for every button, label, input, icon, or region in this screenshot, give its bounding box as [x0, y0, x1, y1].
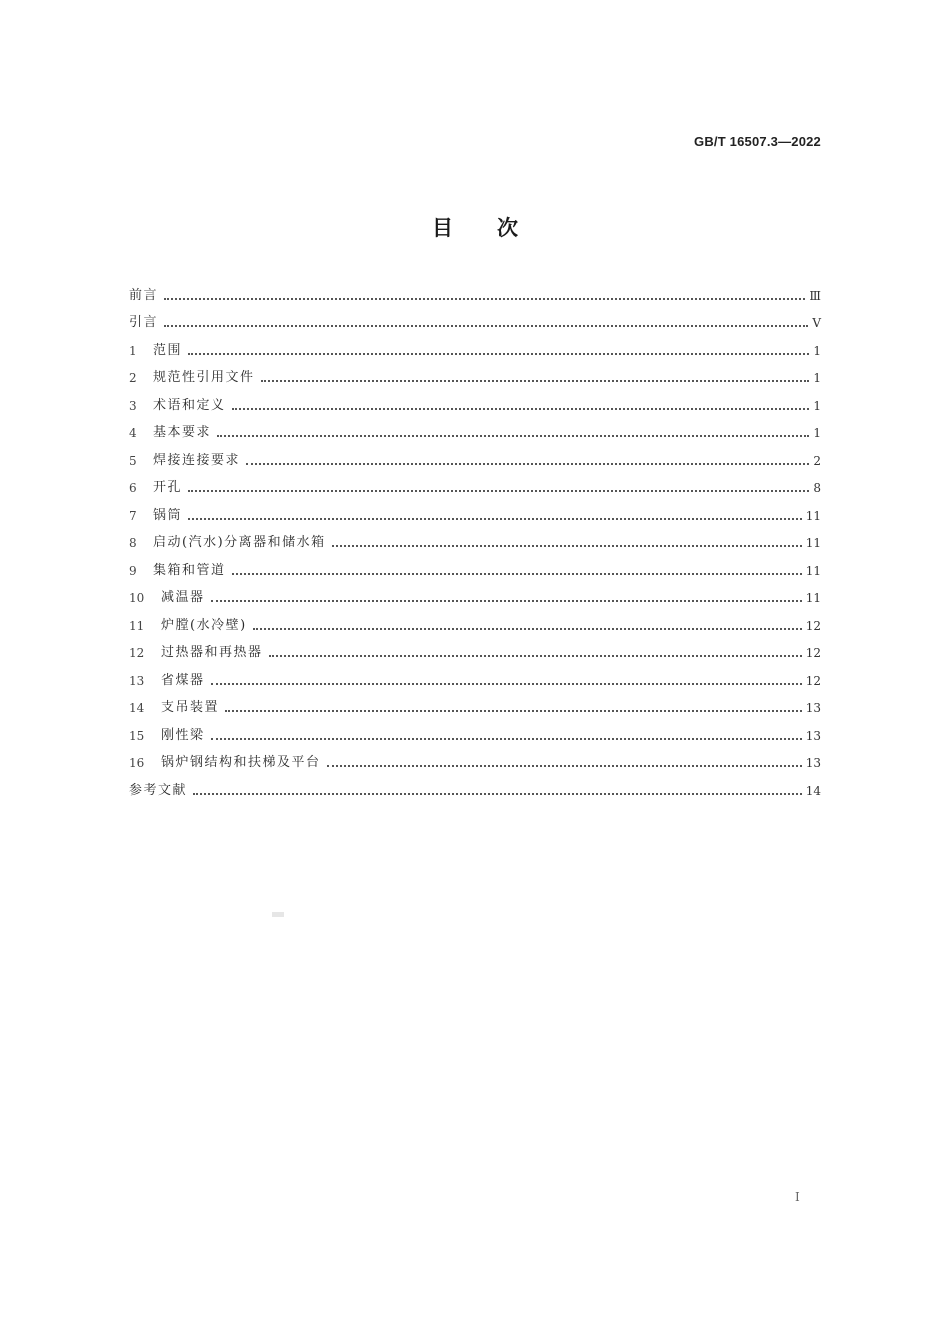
toc-entry[interactable]: [129, 667, 821, 695]
toc-entry-page: Ⅲ: [809, 288, 821, 303]
toc-leader-dots: [164, 325, 808, 327]
toc-entry-title: 范围: [153, 342, 183, 358]
toc-entry[interactable]: [129, 392, 821, 420]
toc-entry-title: 过热器和再热器: [161, 645, 263, 661]
toc-leader-dots: [246, 463, 809, 465]
toc-entry-title: 引言: [129, 315, 159, 331]
toc-entry[interactable]: [129, 612, 821, 640]
toc-entry-number: 11: [129, 618, 145, 633]
toc-entry-page: 11: [805, 563, 821, 578]
toc-entry-number: 12: [129, 646, 145, 661]
toc-entry-number: 7: [129, 508, 137, 523]
toc-entry-page: 11: [805, 508, 821, 523]
toc-leader-dots: [232, 408, 809, 410]
toc-entry-title: 集箱和管道: [153, 562, 226, 578]
toc-entry[interactable]: [129, 695, 821, 723]
toc-leader-dots: [211, 683, 802, 685]
toc-entry-page: 11: [805, 591, 821, 606]
toc-entry[interactable]: [129, 365, 821, 393]
toc-entry-page: 11: [805, 536, 821, 551]
toc-entry-title: 炉膛(水冷壁): [161, 617, 247, 633]
toc-entry[interactable]: [129, 282, 821, 310]
scan-artifact: [272, 912, 284, 917]
toc-entry-page: 8: [813, 481, 821, 496]
toc-title: 目次: [432, 216, 562, 240]
toc-entry-title: 省煤器: [161, 672, 205, 688]
toc-entry-number: 4: [129, 426, 137, 441]
toc-entry-title: 锅筒: [153, 507, 183, 523]
toc-leader-dots: [261, 380, 809, 382]
toc-entry-title: 基本要求: [153, 425, 212, 441]
toc-leader-dots: [269, 655, 802, 657]
toc-leader-dots: [164, 298, 805, 300]
toc-leader-dots: [232, 573, 802, 575]
page-number: Ⅰ: [795, 1190, 800, 1204]
toc-entry-page: 12: [805, 618, 821, 633]
toc-entry-title: 支吊装置: [161, 700, 220, 716]
toc-entry-number: 9: [129, 563, 137, 578]
toc-entry[interactable]: [129, 337, 821, 365]
toc-entry[interactable]: [129, 475, 821, 503]
toc-entry-number: 15: [129, 728, 145, 743]
table-of-contents: [129, 282, 821, 805]
toc-entry-number: 6: [129, 481, 137, 496]
toc-entry[interactable]: [129, 502, 821, 530]
toc-entry-page: 1: [813, 343, 821, 358]
toc-leader-dots: [193, 793, 802, 795]
toc-entry[interactable]: [129, 310, 821, 338]
toc-entry-page: 1: [813, 398, 821, 413]
toc-entry-number: 16: [129, 756, 145, 771]
toc-entry-title: 焊接连接要求: [153, 452, 241, 468]
toc-entry[interactable]: [129, 447, 821, 475]
toc-entry-number: 14: [129, 701, 145, 716]
toc-entry-title: 参考文献: [129, 782, 188, 798]
toc-leader-dots: [327, 765, 802, 767]
toc-entry-title: 开孔: [153, 480, 183, 496]
toc-entry-title: 术语和定义: [153, 397, 226, 413]
toc-entry-page: 12: [805, 673, 821, 688]
toc-entry-page: 2: [813, 453, 821, 468]
toc-leader-dots: [211, 600, 802, 602]
toc-leader-dots: [188, 353, 809, 355]
toc-entry-page: 13: [805, 701, 821, 716]
toc-entry-title: 前言: [129, 287, 159, 303]
toc-entry-page: Ⅴ: [812, 316, 821, 331]
toc-leader-dots: [188, 518, 802, 520]
toc-entry-number: 10: [129, 591, 145, 606]
toc-entry-title: 刚性梁: [161, 727, 205, 743]
toc-entry-title: 减温器: [161, 590, 205, 606]
toc-entry-page: 13: [805, 728, 821, 743]
toc-entry[interactable]: [129, 585, 821, 613]
toc-entry[interactable]: [129, 557, 821, 585]
toc-leader-dots: [225, 710, 802, 712]
toc-leader-dots: [188, 490, 809, 492]
toc-entry-page: 12: [805, 646, 821, 661]
toc-entry[interactable]: [129, 777, 821, 805]
toc-entry-page: 13: [805, 756, 821, 771]
toc-entry-number: 13: [129, 673, 145, 688]
toc-entry-number: 3: [129, 398, 137, 413]
toc-entry-title: 启动(汽水)分离器和储水箱: [153, 535, 326, 551]
toc-leader-dots: [332, 545, 802, 547]
toc-entry-number: 8: [129, 536, 137, 551]
toc-entry-number: 5: [129, 453, 137, 468]
toc-entry[interactable]: [129, 420, 821, 448]
toc-entry-page: 1: [813, 426, 821, 441]
toc-leader-dots: [217, 435, 809, 437]
toc-entry-number: 1: [129, 343, 137, 358]
toc-entry-title: 规范性引用文件: [153, 370, 255, 386]
toc-leader-dots: [211, 738, 802, 740]
toc-entry-number: 2: [129, 371, 137, 386]
toc-entry-title: 锅炉钢结构和扶梯及平台: [161, 755, 321, 771]
standard-number: GB/T 16507.3—2022: [694, 134, 821, 149]
toc-entry-page: 14: [805, 783, 821, 798]
toc-entry[interactable]: [129, 640, 821, 668]
toc-entry[interactable]: [129, 750, 821, 778]
toc-leader-dots: [253, 628, 802, 630]
toc-entry[interactable]: [129, 530, 821, 558]
toc-entry[interactable]: [129, 722, 821, 750]
toc-entry-page: 1: [813, 371, 821, 386]
